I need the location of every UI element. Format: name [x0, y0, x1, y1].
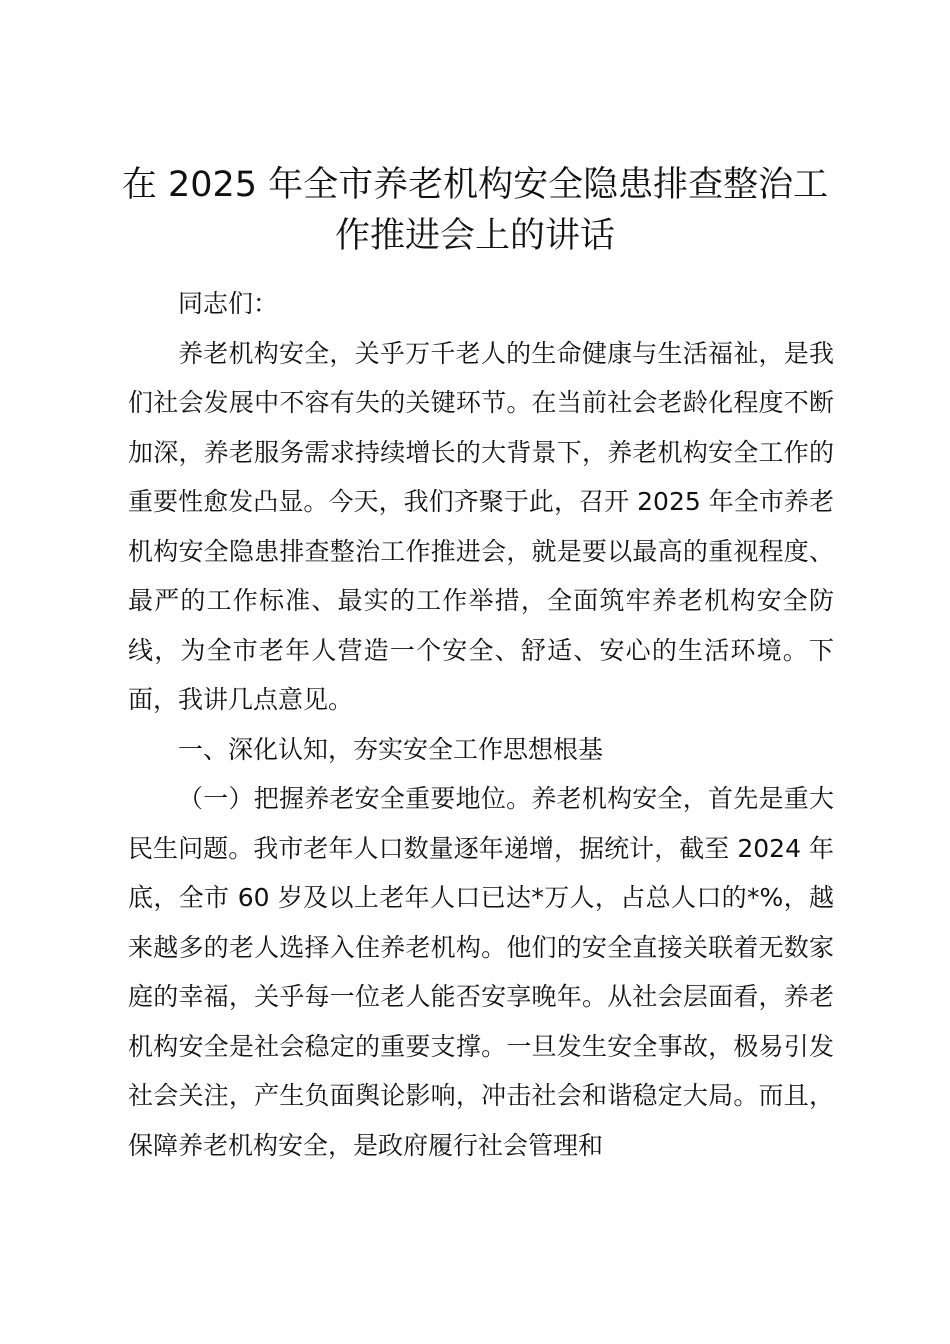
- title-line-2: 作推进会上的讲话: [334, 216, 615, 256]
- document-body: [128, 279, 834, 1170]
- greeting: 同志们：: [178, 289, 279, 318]
- document-title: [110, 160, 840, 262]
- paragraph-intro: 养老机构安全，关乎万千老人的生命健康与生活福祉，是我们社会发展中不容有失的关键环节。在当前社会老龄化程度不断加深，养老服务需求持续增长的大背景下，养老机构安全工作的重要性愈发凸显。今天，我们齐聚于此，召开 2025 年全市养老机构安全隐患排查整治工作推进会，就是要以最高的重视程度、最严的工作标准、最实的工作举措，全面筑牢养老机构安全防线，为全市老年人营造一个安全、舒适、安心的生活环境。下面，我讲几点意见。: [128, 338, 834, 714]
- section-heading-1: 一、深化认知，夯实安全工作思想根基: [178, 734, 604, 764]
- paragraph-1-1: （一）把握养老安全重要地位。养老机构安全，首先是重大民生问题。我市老年人口数量逐年递增，据统计，截至 2024 年底，全市 60 岁及以上老年人口已达*万人，占总人口的*%，越来越多的老人选择入住养老机构。他们的安全直接关联着无数家庭的幸福，关乎每一位老人能否安享晚年。从社会层面看，养老机构安全是社会稳定的重要支撑。一旦发生安全事故，极易引发社会关注，产生负面舆论影响，冲击社会和谐稳定大局。而且，保障养老机构安全，是政府履行社会管理和: [128, 784, 834, 1160]
- title-line-1: 在 2025 年全市养老机构安全隐患排查整治工: [121, 165, 829, 205]
